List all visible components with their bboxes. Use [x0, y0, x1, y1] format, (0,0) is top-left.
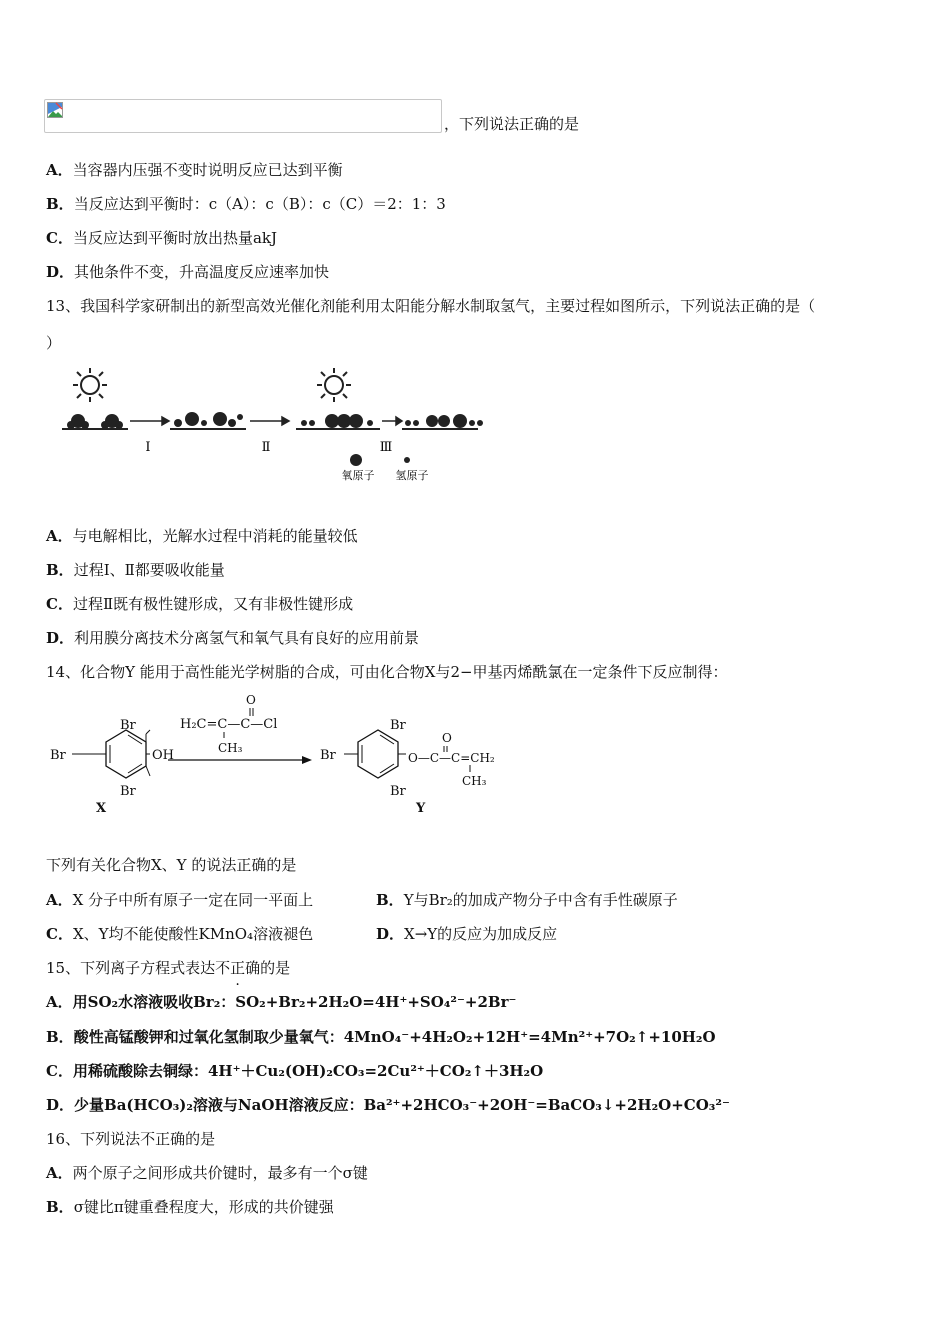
x-label: X [96, 801, 107, 816]
q15-option-a: A．用SO₂水溶液吸收Br₂：SO₂+Br₂+2H₂O=4H⁺+SO₄²⁻+2Br⁻ [46, 993, 517, 1011]
q13-option-b: B．过程Ⅰ、Ⅱ都要吸收能量 [46, 561, 225, 579]
q15-stem: 15、下列离子方程式表达不正确的是 [46, 959, 291, 977]
broken-image-icon [47, 102, 63, 118]
q13-stem: 13、我国科学家研制出的新型高效光催化剂能利用太阳能分解水制取氢气，主要过程如图所示，下列说法正确的是（ [46, 297, 816, 315]
q16-option-a: A．两个原子之间形成共价键时，最多有一个σ键 [46, 1164, 368, 1182]
q13-option-a: A．与电解相比，光解水过程中消耗的能量较低 [46, 527, 358, 545]
legend-hydrogen: 氢原子 [395, 469, 429, 482]
q15-option-c: C．用稀硫酸除去铜绿：4H⁺＋Cu₂(OH)₂CO₃=2Cu²⁺＋CO₂↑＋3H₂O [46, 1062, 544, 1080]
reagent-formula: H₂C=C—C—Cl [180, 717, 278, 732]
x-br-bottom: Br [120, 784, 136, 799]
q13-option-d: D．利用膜分离技术分离氢气和氧气具有良好的应用前景 [46, 629, 420, 647]
q16-option-b: B．σ键比π键重叠程度大，形成的共价键强 [46, 1198, 334, 1216]
x-br-left: Br [50, 748, 66, 763]
ester-chain: O—C—C=CH₂ [408, 751, 495, 765]
q14-option-b: B．Y与Br₂的加成产物分子中含有手性碳原子 [376, 891, 678, 909]
reagent-ch3: CH₃ [218, 741, 243, 755]
legend-oxygen: 氧原子 [341, 469, 375, 482]
q12-stem-tail: ，下列说法正确的是 [444, 115, 580, 133]
reagent-o: O [246, 693, 256, 707]
oxygen-atom-icon [350, 454, 362, 466]
hydrogen-atom-icon [404, 457, 410, 463]
y-br-top: Br [390, 718, 406, 733]
q14-stem: 14、化合物Y 能用于高性能光学树脂的合成，可由化合物X与2−甲基丙烯酰氯在一定条件下反应制得： [46, 663, 728, 681]
y-br-left: Br [320, 748, 336, 763]
q15-option-b: B．酸性高锰酸钾和过氧化氢制取少量氧气：4MnO₄⁻+4H₂O₂+12H⁺=4Mn²⁺+7O₂↑+10H₂O [46, 1028, 716, 1046]
q14-option-c: C．X、Y均不能使酸性KMnO₄溶液褪色 [46, 925, 314, 943]
sun-icon [73, 368, 107, 402]
q13-option-c: C．过程Ⅱ既有极性键形成，又有非极性键形成 [46, 595, 354, 613]
step-label-3: Ⅲ [379, 440, 393, 455]
x-oh: OH [152, 748, 174, 763]
reaction-scheme [46, 692, 526, 822]
photocatalysis-figure [50, 365, 490, 495]
q12-option-d: D．其他条件不变，升高温度反应速率加快 [46, 263, 330, 281]
q13-stem-cont: ） [46, 334, 62, 352]
q12-option-c: C．当反应达到平衡时放出热量akJ [46, 229, 277, 247]
q14-option-a: A．X 分子中所有原子一定在同一平面上 [46, 891, 314, 909]
sun-icon [317, 368, 351, 402]
ester-ch3: CH₃ [462, 774, 487, 788]
q14-sub-stem: 下列有关化合物X、Y 的说法正确的是 [46, 856, 297, 874]
step-label-2: Ⅱ [261, 440, 271, 455]
q14-option-d: D．X→Y的反应为加成反应 [376, 925, 558, 943]
q15-emphasis: 不正确 [215, 959, 261, 977]
step-label-1: Ⅰ [145, 440, 151, 455]
ester-o: O [442, 731, 452, 745]
q12-option-a: A．当容器内压强不变时说明反应已达到平衡 [46, 161, 343, 179]
q15-option-d: D．少量Ba(HCO₃)₂溶液与NaOH溶液反应：Ba²⁺+2HCO₃⁻+2OH⁻=BaCO₃↓+2H₂O+CO₃²⁻ [46, 1096, 730, 1114]
x-br-top: Br [120, 718, 136, 733]
y-label: Y [416, 801, 426, 816]
y-br-bottom: Br [390, 784, 406, 799]
q12-option-b: B．当反应达到平衡时：c（A）：c（B）：c（C）＝2：1：3 [46, 195, 446, 213]
broken-image-placeholder [44, 99, 442, 133]
q16-stem: 16、下列说法不正确的是 [46, 1130, 216, 1148]
